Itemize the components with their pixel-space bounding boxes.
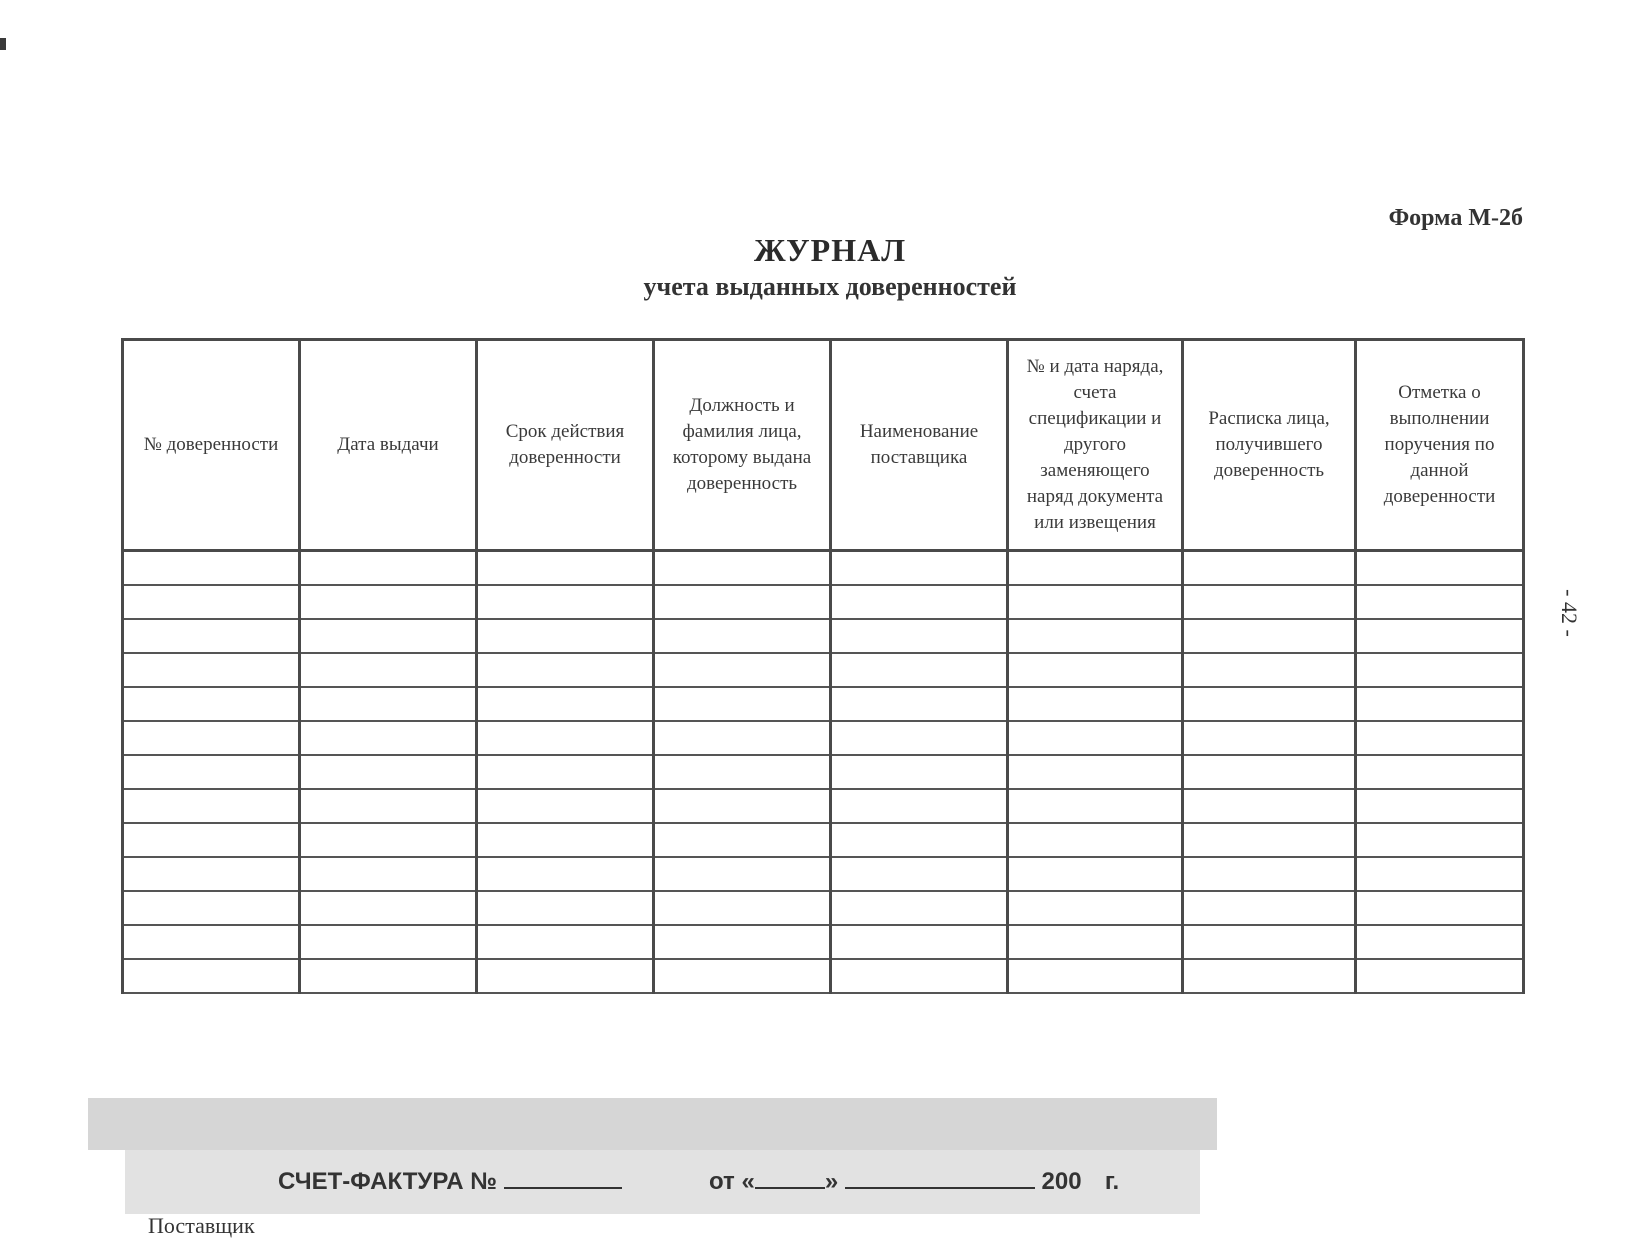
table-cell	[1183, 721, 1356, 755]
table-cell	[123, 789, 300, 823]
table-cell	[1008, 551, 1183, 586]
column-header: Должность и фамилия лица, которому выдана доверенность	[654, 340, 831, 551]
table-cell	[1183, 857, 1356, 891]
table-cell	[654, 551, 831, 586]
table-cell	[477, 585, 654, 619]
table-cell	[477, 823, 654, 857]
table-cell	[1356, 891, 1524, 925]
table-cell	[654, 925, 831, 959]
table-cell	[1008, 925, 1183, 959]
table-row	[123, 891, 1524, 925]
table-cell	[831, 789, 1008, 823]
table-cell	[123, 755, 300, 789]
column-header: Отметка о выполнении поручения по данной доверенности	[1356, 340, 1524, 551]
invoice-quote-close: »	[824, 1168, 839, 1195]
table-cell	[1008, 891, 1183, 925]
table-cell	[123, 823, 300, 857]
table-row	[123, 551, 1524, 586]
table-cell	[477, 891, 654, 925]
table-cell	[477, 857, 654, 891]
table-cell	[123, 891, 300, 925]
table-cell	[831, 687, 1008, 721]
table-cell	[1356, 925, 1524, 959]
invoice-month-blank	[845, 1167, 1035, 1189]
table-cell	[654, 959, 831, 993]
invoice-line	[278, 1167, 1119, 1196]
table-cell	[1008, 653, 1183, 687]
table-cell	[1183, 959, 1356, 993]
scan-corner-mark	[0, 38, 6, 50]
invoice-year: 200	[1041, 1168, 1082, 1195]
table-cell	[300, 857, 477, 891]
invoice-number-blank	[504, 1167, 622, 1189]
table-cell	[300, 653, 477, 687]
table-cell	[654, 789, 831, 823]
table-cell	[123, 857, 300, 891]
table-cell	[831, 959, 1008, 993]
table-cell	[123, 551, 300, 586]
table-cell	[477, 551, 654, 586]
table-cell	[300, 755, 477, 789]
table-cell	[831, 721, 1008, 755]
table-cell	[654, 721, 831, 755]
table-cell	[1008, 619, 1183, 653]
table-row	[123, 789, 1524, 823]
table-row	[123, 619, 1524, 653]
column-header: Расписка лица, получившего доверенность	[1183, 340, 1356, 551]
table-cell	[300, 823, 477, 857]
column-header: Дата выдачи	[300, 340, 477, 551]
table-row	[123, 721, 1524, 755]
table-cell	[1356, 585, 1524, 619]
column-header: Наименование поставщика	[831, 340, 1008, 551]
table-cell	[123, 619, 300, 653]
table-cell	[1183, 925, 1356, 959]
table-cell	[1008, 687, 1183, 721]
table-cell	[477, 619, 654, 653]
table-cell	[477, 925, 654, 959]
table-cell	[1356, 721, 1524, 755]
table-cell	[123, 721, 300, 755]
table-cell	[300, 551, 477, 586]
column-header: Срок действия доверенности	[477, 340, 654, 551]
table-cell	[831, 551, 1008, 586]
table-cell	[1356, 653, 1524, 687]
table-cell	[831, 585, 1008, 619]
table-row	[123, 857, 1524, 891]
table-cell	[300, 687, 477, 721]
table-cell	[300, 959, 477, 993]
table-cell	[654, 687, 831, 721]
table-cell	[831, 823, 1008, 857]
table-cell	[831, 925, 1008, 959]
table-cell	[1008, 755, 1183, 789]
table-cell	[654, 823, 831, 857]
table-cell	[300, 925, 477, 959]
table-cell	[300, 721, 477, 755]
table-row	[123, 823, 1524, 857]
table-cell	[477, 721, 654, 755]
table-cell	[831, 891, 1008, 925]
invoice-day-blank	[755, 1167, 825, 1189]
table-cell	[123, 959, 300, 993]
table-cell	[1356, 823, 1524, 857]
table-cell	[300, 891, 477, 925]
table-cell	[831, 653, 1008, 687]
table-cell	[1183, 653, 1356, 687]
table-cell	[1183, 687, 1356, 721]
table-cell	[300, 619, 477, 653]
table-cell	[654, 585, 831, 619]
column-header: № доверенности	[123, 340, 300, 551]
table-cell	[1183, 789, 1356, 823]
invoice-year-suffix: г.	[1104, 1168, 1120, 1195]
column-header: № и дата наряда, счета спецификации и другого заменяющего наряд документа или извещения	[1008, 340, 1183, 551]
table-cell	[1008, 823, 1183, 857]
table-row	[123, 925, 1524, 959]
table-cell	[477, 755, 654, 789]
invoice-from-label: от «	[708, 1168, 755, 1195]
table-cell	[654, 857, 831, 891]
page-number: - 42 -	[1556, 589, 1582, 637]
table-cell	[1008, 959, 1183, 993]
table-cell	[300, 789, 477, 823]
page-title: ЖУРНАЛ	[753, 232, 907, 268]
table-cell	[831, 857, 1008, 891]
table-cell	[1356, 857, 1524, 891]
table-cell	[654, 619, 831, 653]
table-cell	[1183, 619, 1356, 653]
table-cell	[477, 653, 654, 687]
table-cell	[1356, 755, 1524, 789]
table-row	[123, 585, 1524, 619]
supplier-label: Поставщик	[148, 1213, 255, 1238]
table-cell	[123, 653, 300, 687]
scan-gray-band	[88, 1098, 1217, 1150]
table-cell	[1008, 789, 1183, 823]
table-cell	[654, 755, 831, 789]
table-cell	[1008, 721, 1183, 755]
table-cell	[1356, 551, 1524, 586]
table-cell	[1008, 585, 1183, 619]
header-row	[123, 340, 1524, 551]
table-cell	[1356, 687, 1524, 721]
table-cell	[654, 653, 831, 687]
table-cell	[1356, 619, 1524, 653]
table-cell	[654, 891, 831, 925]
table-row	[123, 959, 1524, 993]
table-row	[123, 755, 1524, 789]
table-cell	[1008, 857, 1183, 891]
table-cell	[300, 585, 477, 619]
table-cell	[477, 687, 654, 721]
form-code: Форма М-2б	[1388, 205, 1523, 231]
table-cell	[831, 619, 1008, 653]
table-cell	[1183, 585, 1356, 619]
table-row	[123, 687, 1524, 721]
table-cell	[1356, 959, 1524, 993]
table-cell	[123, 585, 300, 619]
table-cell	[477, 789, 654, 823]
table-cell	[1356, 789, 1524, 823]
table-cell	[1183, 551, 1356, 586]
table-cell	[1183, 891, 1356, 925]
journal-table	[121, 338, 1525, 994]
table-row	[123, 653, 1524, 687]
page-subtitle: учета выданных доверенностей	[643, 272, 1017, 301]
table-cell	[1183, 755, 1356, 789]
table-cell	[1183, 823, 1356, 857]
invoice-label: СЧЕТ-ФАКТУРА №	[278, 1168, 497, 1195]
table-cell	[831, 755, 1008, 789]
table-cell	[123, 925, 300, 959]
table-cell	[123, 687, 300, 721]
table-cell	[477, 959, 654, 993]
